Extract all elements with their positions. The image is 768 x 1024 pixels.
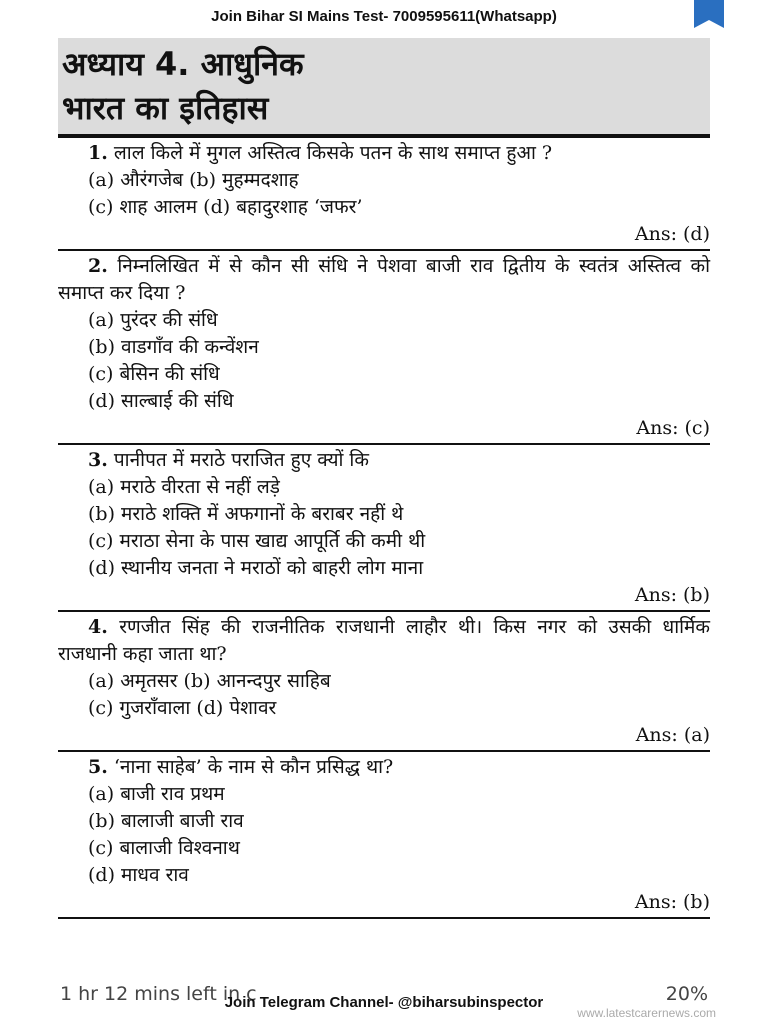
question-number: 3. (88, 449, 108, 471)
top-banner: Join Bihar SI Mains Test- 7009595611(Whatsapp) (211, 8, 557, 25)
option-line: (b) मराठे शक्ति में अफगानों के बराबर नहीं थे (88, 503, 404, 525)
answer-label: Ans: (b) (634, 584, 710, 606)
option-line: (c) गुजराँवाला (d) पेशावर (88, 697, 277, 719)
option-line: (a) पुरंदर की संधि (88, 309, 218, 331)
answer-label: Ans: (a) (635, 724, 710, 746)
question-1 (58, 138, 710, 251)
question-text: लाल किले में मुगल अस्तित्व किसके पतन के साथ समाप्त हुआ ? (113, 142, 553, 164)
chapter-title-band (58, 38, 710, 138)
progress-percent: 20% (665, 983, 708, 1005)
option-line: (a) मराठे वीरता से नहीं लड़े (88, 476, 280, 498)
telegram-banner: Join Telegram Channel- @biharsubinspector (224, 994, 544, 1011)
watermark-url: www.latestcarernews.com (577, 1006, 716, 1020)
question-3 (58, 445, 710, 612)
bookmark-icon[interactable] (694, 0, 724, 20)
option-line: (d) माधव राव (88, 864, 189, 886)
question-4 (58, 612, 710, 752)
option-line: (c) बालाजी विश्वनाथ (88, 837, 240, 859)
question-list (58, 138, 710, 919)
answer-label: Ans: (d) (634, 223, 710, 245)
question-number: 4. (88, 616, 108, 638)
chapter-title (58, 38, 710, 130)
option-line: (b) वाडगाँव की कन्वेंशन (88, 336, 259, 358)
option-line: (c) शाह आलम (d) बहादुरशाह ‘जफर’ (88, 196, 363, 218)
question-text: रणजीत सिंह की राजनीतिक राजधानी लाहौर थी। किस नगर को उसकी धार्मिक राजधानी कहा जाता था? (58, 616, 710, 665)
chapter-title-line-2: भारत का इतिहास (62, 89, 269, 127)
option-line: (d) स्थानीय जनता ने मराठों को बाहरी लोग माना (88, 557, 424, 579)
option-line: (c) मराठा सेना के पास खाद्य आपूर्ति की कमी थी (88, 530, 426, 552)
option-line: (b) बालाजी बाजी राव (88, 810, 244, 832)
chapter-title-line-1: अध्याय 4. आधुनिक (62, 45, 304, 83)
question-text: ‘नाना साहेब’ के नाम से कौन प्रसिद्ध था? (113, 756, 394, 778)
question-number: 2. (88, 255, 108, 277)
option-line: (a) औरंगजेब (b) मुहम्मदशाह (88, 169, 299, 191)
option-line: (c) बेसिन की संधि (88, 363, 220, 385)
question-number: 5. (88, 756, 108, 778)
time-left-label: 1 hr 12 mins left in c (60, 983, 257, 1005)
question-number: 1. (88, 142, 108, 164)
question-text: पानीपत में मराठे पराजित हुए क्यों कि (113, 449, 369, 471)
question-text: निम्नलिखित में से कौन सी संधि ने पेशवा बाजी राव द्वितीय के स्वतंत्र अस्तित्व को समाप्त कर दिया ? (58, 255, 710, 304)
question-2 (58, 251, 710, 445)
option-line: (d) साल्बाई की संधि (88, 390, 234, 412)
answer-label: Ans: (b) (634, 891, 710, 913)
option-line: (a) बाजी राव प्रथम (88, 783, 225, 805)
answer-label: Ans: (c) (636, 417, 710, 439)
question-5 (58, 752, 710, 919)
option-line: (a) अमृतसर (b) आनन्दपुर साहिब (88, 670, 331, 692)
